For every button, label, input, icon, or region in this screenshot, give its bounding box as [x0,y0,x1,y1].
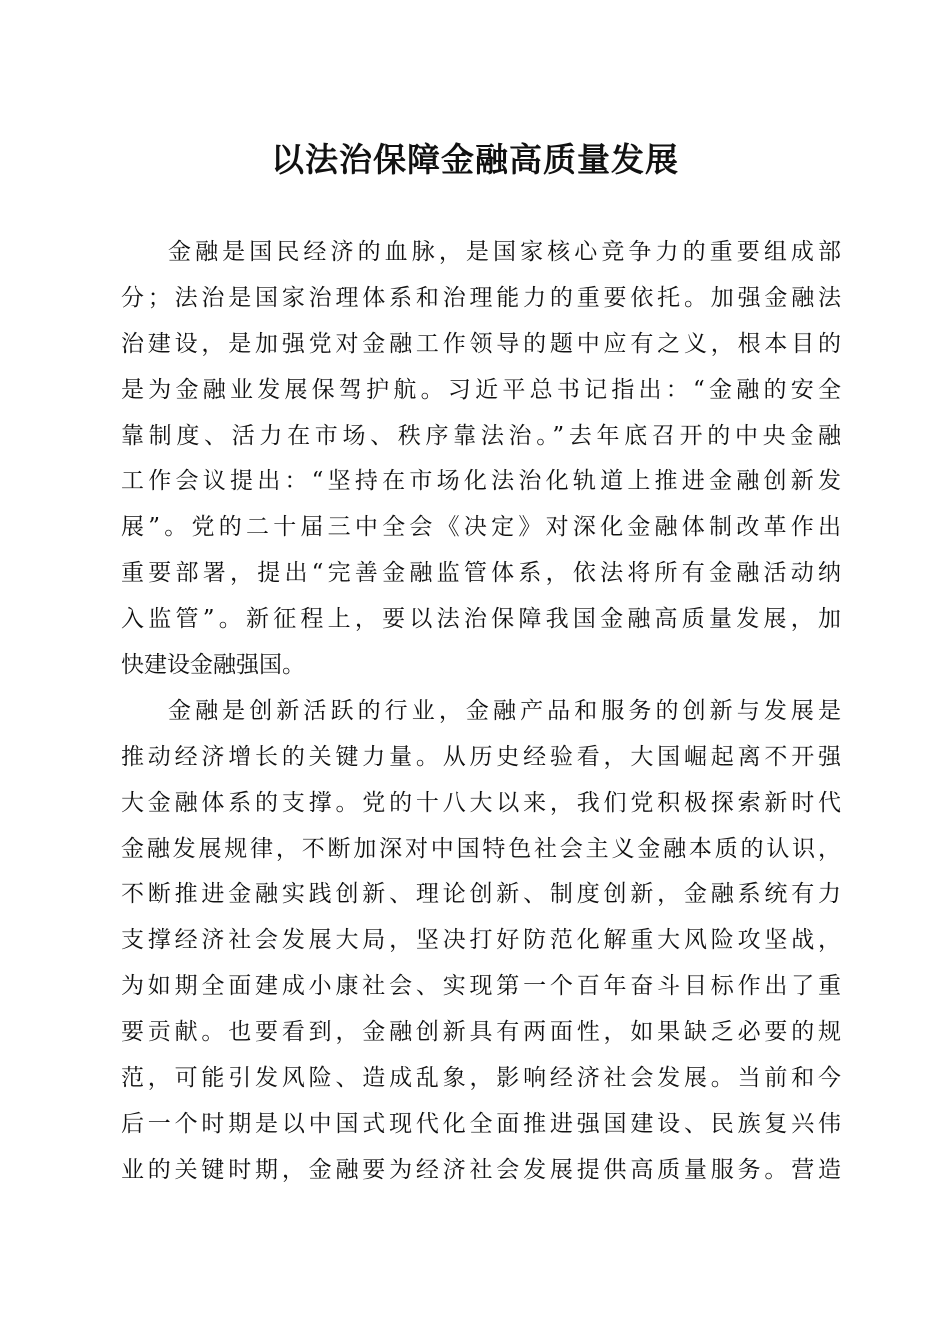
text-line: 范，可能引发风险、造成乱象，影响经济社会发展。当前和今 [121,1065,841,1092]
text-line: 展”。党的二十届三中全会《决定》对深化金融体制改革作出 [121,514,841,541]
text-line: 金融发展规律，不断加深对中国特色社会主义金融本质的认识， [121,835,841,862]
text-line: 大金融体系的支撑。党的十八大以来，我们党积极探索新时代 [121,789,841,816]
document-body [121,230,841,1194]
text-line: 业的关键时期，金融要为经济社会发展提供高质量服务。营造 [121,1156,841,1183]
text-line: 不断推进金融实践创新、理论创新、制度创新，金融系统有力 [121,881,841,908]
paragraph-2 [121,689,841,1194]
text-line: 治建设，是加强党对金融工作领导的题中应有之义，根本目的 [121,330,841,357]
paragraph-1 [121,230,841,689]
text-line: 快建设金融强国。 [121,652,305,679]
text-line: 要贡献。也要看到，金融创新具有两面性，如果缺乏必要的规 [121,1019,841,1046]
text-line: 入监管”。新征程上，要以法治保障我国金融高质量发展，加 [121,606,841,633]
text-line: 推动经济增长的关键力量。从历史经验看，大国崛起离不开强 [121,743,841,770]
text-line: 重要部署，提出“完善金融监管体系，依法将所有金融活动纳 [121,560,841,587]
text-line: 靠制度、活力在市场、秩序靠法治。”去年底召开的中央金融 [121,422,841,449]
text-line: 后一个时期是以中国式现代化全面推进强国建设、民族复兴伟 [121,1110,841,1137]
text-line: 工作会议提出：“坚持在市场化法治化轨道上推进金融创新发 [121,468,841,495]
text-line: 是为金融业发展保驾护航。习近平总书记指出：“金融的安全 [121,376,841,403]
document-title: 以法治保障金融高质量发展 [271,140,679,179]
text-line: 金融是创新活跃的行业，金融产品和服务的创新与发展是 [168,697,841,724]
text-line: 支撑经济社会发展大局，坚决打好防范化解重大风险攻坚战， [121,927,841,954]
text-line: 为如期全面建成小康社会、实现第一个百年奋斗目标作出了重 [121,973,841,1000]
text-line: 分；法治是国家治理体系和治理能力的重要依托。加强金融法 [121,284,841,311]
text-line: 金融是国民经济的血脉，是国家核心竞争力的重要组成部 [168,239,841,265]
